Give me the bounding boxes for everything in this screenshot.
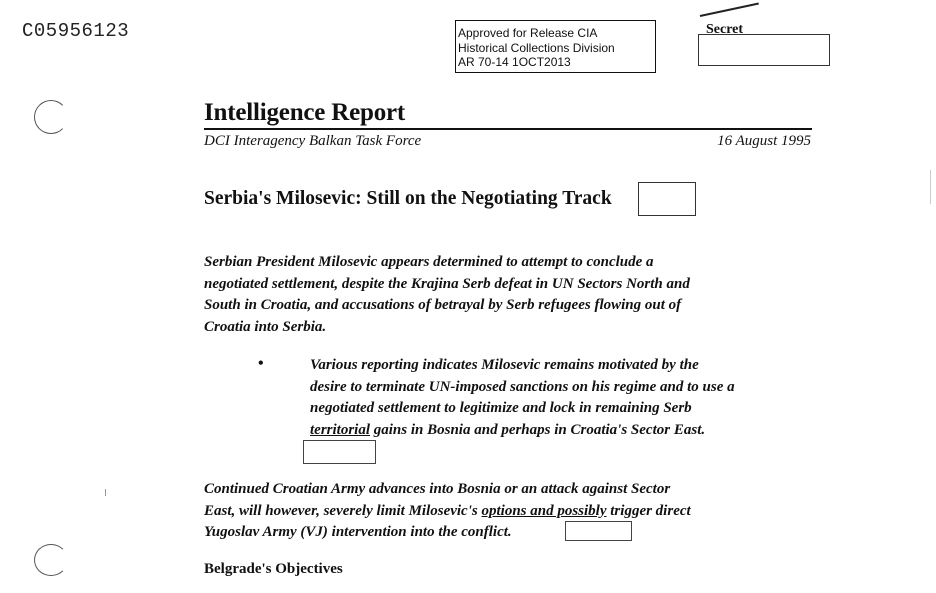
bullet-redaction-box [303, 440, 376, 464]
bullet-paragraph [310, 355, 820, 442]
report-date: 16 August 1995 [717, 133, 811, 149]
paragraph-line: Continued Croatian Army advances into Bosnia or an attack against Sector [204, 481, 671, 497]
scan-artifact [930, 170, 931, 204]
bullet-line: Various reporting indicates Milosevic remains motivated by the [310, 357, 699, 373]
classification-label: Secret [706, 22, 744, 37]
classification-redaction-box [698, 34, 830, 66]
bullet-line: desire to terminate UN-imposed sanctions on his regime and to use a [310, 378, 735, 395]
line-segment: East, will however, severely limit Milosevic's [204, 502, 482, 519]
paragraph-line: Croatia into Serbia. [204, 319, 327, 336]
paragraph-summary [204, 252, 804, 339]
title-rule [204, 128, 812, 130]
bullet-line: negotiated settlement to legitimize and lock in remaining Serb [310, 400, 692, 417]
release-stamp-line2: Historical Collections Division [458, 40, 615, 55]
bullet-point-icon: • [258, 355, 264, 372]
line-segment: trigger direct [606, 502, 691, 519]
scan-artifact [105, 489, 106, 496]
release-stamp-line1: Approved for Release CIA [458, 26, 598, 40]
underlined-phrase: options and possibly [481, 502, 607, 519]
paragraph-line: Yugoslav Army (VJ) intervention into the conflict. [204, 524, 512, 541]
release-stamp-line3: AR 70-14 1OCT2013 [458, 55, 571, 69]
paragraph-line [204, 501, 824, 523]
report-title: Intelligence Report [204, 99, 406, 126]
bullet-line [310, 420, 820, 442]
report-source: DCI Interagency Balkan Task Force [204, 133, 422, 149]
headline-redaction-box [638, 182, 696, 216]
report-headline: Serbia's Milosevic: Still on the Negotiating Track [204, 188, 612, 209]
punch-hole-mark [34, 100, 68, 134]
assessment-redaction-box [565, 521, 632, 541]
section-heading: Belgrade's Objectives [204, 561, 343, 577]
document-id: C05956123 [22, 20, 130, 42]
classification-strike-mark [700, 3, 759, 17]
paragraph-line: negotiated settlement, despite the Krajina Serb defeat in UN Sectors North and [204, 275, 690, 292]
paragraph-line: Serbian President Milosevic appears determined to attempt to conclude a [204, 254, 654, 270]
release-stamp [455, 20, 656, 73]
punch-hole-mark [34, 544, 68, 576]
underlined-word: territorial [310, 422, 371, 439]
paragraph-assessment [204, 479, 824, 544]
paragraph-line: South in Croatia, and accusations of betrayal by Serb refugees flowing out of [204, 297, 682, 314]
bullet-line-rest: gains in Bosnia and perhaps in Croatia's Sector East. [370, 422, 706, 439]
